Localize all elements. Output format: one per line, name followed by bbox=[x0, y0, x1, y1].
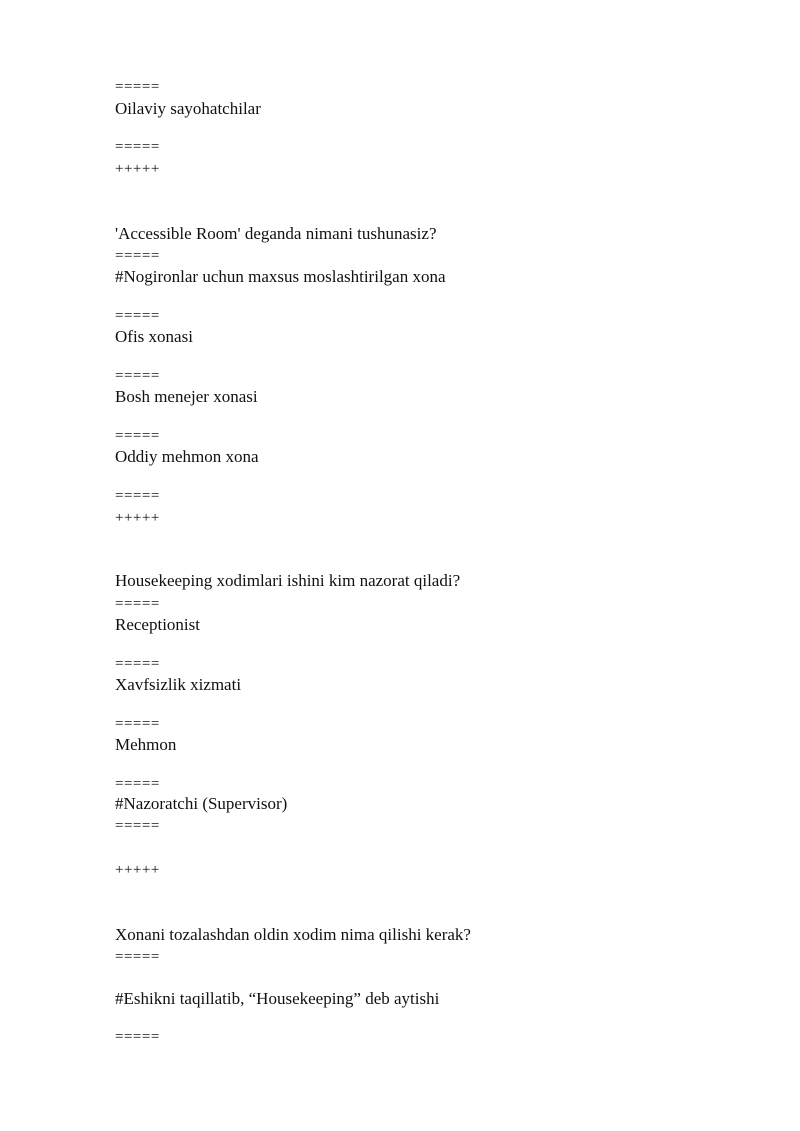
separator-line: ===== bbox=[115, 1029, 160, 1045]
question-end-marker: +++++ bbox=[115, 161, 160, 177]
separator-line: ===== bbox=[115, 308, 160, 324]
answer-option: Oilaviy sayohatchilar bbox=[115, 99, 261, 118]
separator-line: ===== bbox=[115, 949, 160, 965]
answer-option-correct: #Nazoratchi (Supervisor) bbox=[115, 794, 288, 813]
separator-line: ===== bbox=[115, 79, 160, 95]
separator-line: ===== bbox=[115, 818, 160, 834]
question-text: Housekeeping xodimlari ishini kim nazorat qiladi? bbox=[115, 571, 461, 590]
answer-option: Mehmon bbox=[115, 735, 177, 754]
separator-line: ===== bbox=[115, 368, 160, 384]
answer-option: Receptionist bbox=[115, 615, 200, 634]
separator-line: ===== bbox=[115, 428, 160, 444]
answer-option-correct: #Eshikni taqillatib, “Housekeeping” deb aytishi bbox=[115, 989, 440, 1008]
question-text: 'Accessible Room' deganda nimani tushunasiz? bbox=[115, 224, 437, 243]
answer-option-correct: #Nogironlar uchun maxsus moslashtirilgan xona bbox=[115, 267, 446, 286]
question-end-marker: +++++ bbox=[115, 862, 160, 878]
answer-option: Xavfsizlik xizmati bbox=[115, 675, 242, 694]
separator-line: ===== bbox=[115, 776, 160, 792]
answer-option: Oddiy mehmon xona bbox=[115, 447, 259, 466]
separator-line: ===== bbox=[115, 488, 160, 504]
separator-line: ===== bbox=[115, 716, 160, 732]
answer-option: Ofis xonasi bbox=[115, 327, 193, 346]
separator-line: ===== bbox=[115, 596, 160, 612]
answer-option: Bosh menejer xonasi bbox=[115, 387, 258, 406]
separator-line: ===== bbox=[115, 248, 160, 264]
separator-line: ===== bbox=[115, 139, 160, 155]
separator-line: ===== bbox=[115, 656, 160, 672]
question-text: Xonani tozalashdan oldin xodim nima qilishi kerak? bbox=[115, 925, 471, 944]
question-end-marker: +++++ bbox=[115, 510, 160, 526]
